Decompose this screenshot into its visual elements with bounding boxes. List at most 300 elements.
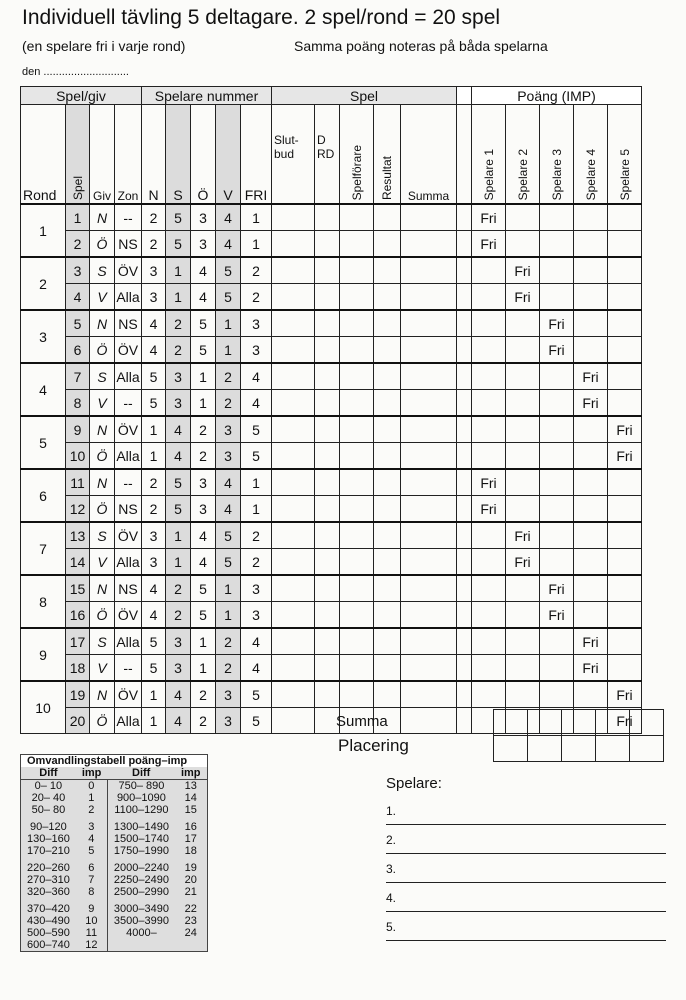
spelforare-cell[interactable] [340, 443, 374, 470]
spel-number: 7 [66, 363, 90, 390]
spelare-label: Spelare: [386, 775, 442, 792]
conv-diff: 600–740 [27, 939, 70, 951]
conv-diff: 270–310 [27, 874, 70, 886]
slutbud-cell[interactable] [272, 390, 315, 417]
player-score-cell[interactable] [506, 310, 540, 337]
round-number: 1 [21, 204, 66, 257]
zon-cell: NS [115, 231, 142, 258]
zon-cell: Alla [115, 284, 142, 311]
placering-cell[interactable] [494, 736, 528, 762]
resultat-cell[interactable] [374, 496, 401, 523]
player-score-cell[interactable] [506, 390, 540, 417]
free-label: Fri [506, 549, 540, 576]
conv-imp: 8 [76, 886, 108, 898]
spel-number: 11 [66, 469, 90, 496]
spelforare-cell[interactable] [340, 310, 374, 337]
player-score-cell[interactable] [506, 337, 540, 364]
s-player: 2 [166, 310, 191, 337]
table-row [21, 257, 642, 284]
v-player: 3 [216, 681, 241, 708]
player-score-cell[interactable] [472, 257, 506, 284]
summa-cell[interactable] [562, 710, 596, 736]
spelforare-cell[interactable] [340, 204, 374, 231]
player-score-cell[interactable] [574, 602, 608, 629]
player-score-cell[interactable] [574, 337, 608, 364]
col-fri: FRI [241, 105, 272, 205]
spelforare-cell[interactable] [340, 681, 374, 708]
o-player: 1 [191, 390, 216, 417]
player-score-cell[interactable] [608, 602, 642, 629]
table-row [21, 337, 642, 364]
player-score-cell[interactable] [472, 522, 506, 549]
drd-cell[interactable] [315, 337, 340, 364]
conv-imp: 6 [76, 857, 108, 874]
player-score-cell[interactable] [608, 204, 642, 231]
player-score-cell[interactable] [472, 628, 506, 655]
drd-cell[interactable] [315, 681, 340, 708]
drd-cell[interactable] [315, 363, 340, 390]
fri-player: 5 [241, 708, 272, 734]
slutbud-cell[interactable] [272, 231, 315, 258]
summa-cell[interactable] [528, 710, 562, 736]
giv-cell: N [90, 416, 115, 443]
o-player: 3 [191, 469, 216, 496]
col-v: V [216, 105, 241, 205]
v-player: 3 [216, 708, 241, 734]
conv-diff: 90–120 [30, 821, 67, 833]
spel-number: 13 [66, 522, 90, 549]
player-score-cell[interactable] [608, 628, 642, 655]
player-score-cell[interactable] [506, 575, 540, 602]
giv-cell: S [90, 522, 115, 549]
col-spelforare: Spelförare [340, 105, 374, 205]
fri-player: 5 [241, 416, 272, 443]
summa-cell[interactable] [401, 575, 457, 602]
slutbud-cell[interactable] [272, 549, 315, 576]
spelforare-cell[interactable] [340, 231, 374, 258]
spel-number: 15 [66, 575, 90, 602]
giv-cell: N [90, 469, 115, 496]
player-score-cell[interactable] [540, 284, 574, 311]
giv-cell: Ö [90, 443, 115, 470]
player-score-cell[interactable] [540, 496, 574, 523]
spelforare-cell[interactable] [340, 549, 374, 576]
slutbud-cell[interactable] [272, 575, 315, 602]
slutbud-cell[interactable] [272, 602, 315, 629]
player-score-cell[interactable] [472, 575, 506, 602]
summa-cell[interactable] [401, 549, 457, 576]
drd-cell[interactable] [315, 496, 340, 523]
conv-imp: 24 [184, 927, 197, 939]
conv-diff: 0– 10 [34, 780, 63, 792]
s-player: 4 [166, 708, 191, 734]
summa-cell[interactable] [401, 257, 457, 284]
free-label: Fri [506, 284, 540, 311]
summa-cell[interactable] [401, 310, 457, 337]
conv-imp [175, 939, 207, 952]
n-player: 4 [142, 310, 166, 337]
player-score-cell[interactable] [540, 681, 574, 708]
player-line-1[interactable]: 1. [386, 804, 666, 825]
o-player: 3 [191, 231, 216, 258]
player-score-cell[interactable] [574, 496, 608, 523]
player-score-cell[interactable] [472, 337, 506, 364]
player-score-cell[interactable] [574, 257, 608, 284]
player-score-cell[interactable] [574, 310, 608, 337]
conv-imp: 23 [184, 915, 197, 927]
player-score-cell[interactable] [608, 284, 642, 311]
v-player: 5 [216, 257, 241, 284]
spelforare-cell[interactable] [340, 602, 374, 629]
slutbud-cell[interactable] [272, 469, 315, 496]
separator [457, 549, 472, 576]
zon-cell: ÖV [115, 681, 142, 708]
s-player: 3 [166, 363, 191, 390]
summa-cell[interactable] [596, 710, 630, 736]
spelforare-cell[interactable] [340, 575, 374, 602]
summa-cell[interactable] [401, 469, 457, 496]
summa-cell[interactable] [401, 708, 457, 734]
conv-diff: 20– 40 [31, 792, 66, 804]
o-player: 1 [191, 655, 216, 682]
n-player: 1 [142, 681, 166, 708]
player-score-cell[interactable] [506, 602, 540, 629]
player-score-cell[interactable] [574, 681, 608, 708]
resultat-cell[interactable] [374, 257, 401, 284]
conversion-row [21, 915, 208, 927]
separator [457, 204, 472, 231]
player-score-cell[interactable] [506, 231, 540, 258]
resultat-cell[interactable] [374, 549, 401, 576]
player-score-cell[interactable] [540, 549, 574, 576]
separator [457, 87, 472, 105]
slutbud-cell[interactable] [272, 708, 315, 734]
giv-cell: N [90, 575, 115, 602]
conv-imp: 14 [184, 792, 197, 804]
player-score-cell[interactable] [540, 655, 574, 682]
summa-cell[interactable] [401, 443, 457, 470]
player-score-cell[interactable] [608, 337, 642, 364]
summa-cell[interactable] [401, 416, 457, 443]
spel-number: 19 [66, 681, 90, 708]
separator [457, 655, 472, 682]
conv-diff: 900–1090 [116, 792, 166, 804]
spelforare-cell[interactable] [340, 469, 374, 496]
drd-cell[interactable] [315, 284, 340, 311]
o-player: 4 [191, 284, 216, 311]
player-score-cell[interactable] [608, 363, 642, 390]
o-player: 2 [191, 708, 216, 734]
separator [457, 469, 472, 496]
player-line-5[interactable]: 5. [386, 920, 666, 941]
round-number: 4 [21, 363, 66, 416]
drd-cell[interactable] [315, 549, 340, 576]
resultat-cell[interactable] [374, 602, 401, 629]
slutbud-cell[interactable] [272, 284, 315, 311]
resultat-cell[interactable] [374, 575, 401, 602]
v-player: 4 [216, 496, 241, 523]
summa-cell[interactable] [630, 710, 664, 736]
note: Samma poäng noteras på båda spelarna [294, 38, 548, 54]
spelforare-cell[interactable] [340, 628, 374, 655]
spel-number: 20 [66, 708, 90, 734]
spel-number: 5 [66, 310, 90, 337]
player-score-cell[interactable] [608, 655, 642, 682]
player-score-cell[interactable] [608, 522, 642, 549]
player-score-cell[interactable] [574, 231, 608, 258]
spelforare-cell[interactable] [340, 363, 374, 390]
resultat-cell[interactable] [374, 363, 401, 390]
player-score-cell[interactable] [574, 575, 608, 602]
player-score-cell[interactable] [574, 204, 608, 231]
summa-cell[interactable] [401, 496, 457, 523]
spelforare-cell[interactable] [340, 284, 374, 311]
resultat-cell[interactable] [374, 390, 401, 417]
player-score-cell[interactable] [608, 310, 642, 337]
slutbud-cell[interactable] [272, 337, 315, 364]
slutbud-cell[interactable] [272, 310, 315, 337]
player-score-cell[interactable] [472, 549, 506, 576]
conv-imp: 18 [184, 845, 197, 857]
slutbud-cell[interactable] [272, 257, 315, 284]
free-label: Fri [472, 231, 506, 258]
drd-cell[interactable] [315, 231, 340, 258]
player-score-cell[interactable] [472, 390, 506, 417]
player-score-cell[interactable] [506, 655, 540, 682]
player-score-cell[interactable] [540, 443, 574, 470]
conv-imp: 21 [184, 886, 197, 898]
slutbud-cell[interactable] [272, 204, 315, 231]
giv-cell: S [90, 257, 115, 284]
summa-cell[interactable] [401, 363, 457, 390]
conv-imp: 3 [76, 816, 108, 833]
player-score-cell[interactable] [540, 257, 574, 284]
separator [457, 284, 472, 311]
zon-cell: Alla [115, 363, 142, 390]
conv-imp: 2 [76, 804, 108, 816]
drd-cell[interactable] [315, 443, 340, 470]
conversion-table [20, 754, 208, 952]
summa-cell[interactable] [494, 710, 528, 736]
drd-cell[interactable] [315, 575, 340, 602]
resultat-cell[interactable] [374, 231, 401, 258]
player-line-4[interactable]: 4. [386, 891, 666, 912]
player-score-cell[interactable] [608, 231, 642, 258]
spelforare-cell[interactable] [340, 522, 374, 549]
player-score-cell[interactable] [506, 628, 540, 655]
player-score-cell[interactable] [608, 496, 642, 523]
player-score-cell[interactable] [540, 469, 574, 496]
player-score-cell[interactable] [608, 575, 642, 602]
separator [457, 257, 472, 284]
summa-cell[interactable] [401, 390, 457, 417]
slutbud-cell[interactable] [272, 628, 315, 655]
zon-cell: NS [115, 496, 142, 523]
player-score-cell[interactable] [608, 469, 642, 496]
player-score-cell[interactable] [540, 522, 574, 549]
player-score-cell[interactable] [574, 549, 608, 576]
placering-cell[interactable] [562, 736, 596, 762]
summa-cell[interactable] [401, 602, 457, 629]
player-score-cell[interactable] [574, 443, 608, 470]
col-giv: Giv [90, 105, 115, 205]
spelforare-cell[interactable] [340, 257, 374, 284]
drd-cell[interactable] [315, 310, 340, 337]
slutbud-cell[interactable] [272, 522, 315, 549]
fri-player: 2 [241, 257, 272, 284]
summa-cell[interactable] [401, 204, 457, 231]
n-player: 1 [142, 443, 166, 470]
drd-cell[interactable] [315, 469, 340, 496]
v-player: 1 [216, 310, 241, 337]
conversion-row [21, 816, 208, 833]
drd-cell[interactable] [315, 390, 340, 417]
giv-cell: N [90, 204, 115, 231]
player-score-cell[interactable] [540, 628, 574, 655]
col-player-1: Spelare 1 [472, 105, 506, 205]
player-score-cell[interactable] [506, 443, 540, 470]
s-player: 2 [166, 337, 191, 364]
spel-number: 1 [66, 204, 90, 231]
summa-cell[interactable] [401, 655, 457, 682]
placering-cell[interactable] [528, 736, 562, 762]
player-score-cell[interactable] [506, 363, 540, 390]
drd-cell[interactable] [315, 204, 340, 231]
slutbud-cell[interactable] [272, 443, 315, 470]
player-score-cell[interactable] [506, 496, 540, 523]
spelforare-cell[interactable] [340, 416, 374, 443]
summa-cell[interactable] [401, 284, 457, 311]
conversion-row [21, 833, 208, 845]
spelforare-cell[interactable] [340, 496, 374, 523]
drd-cell[interactable] [315, 628, 340, 655]
resultat-cell[interactable] [374, 469, 401, 496]
giv-cell: V [90, 390, 115, 417]
o-player: 4 [191, 522, 216, 549]
summa-cell[interactable] [401, 628, 457, 655]
player-score-cell[interactable] [472, 602, 506, 629]
summa-cell[interactable] [401, 337, 457, 364]
placering-cell[interactable] [630, 736, 664, 762]
player-line-2[interactable]: 2. [386, 833, 666, 854]
free-label: Fri [608, 443, 642, 470]
player-score-cell[interactable] [574, 416, 608, 443]
resultat-cell[interactable] [374, 522, 401, 549]
player-score-cell[interactable] [472, 363, 506, 390]
player-score-cell[interactable] [506, 204, 540, 231]
player-score-cell[interactable] [608, 390, 642, 417]
drd-cell[interactable] [315, 655, 340, 682]
player-score-cell[interactable] [506, 469, 540, 496]
fri-player: 1 [241, 496, 272, 523]
resultat-cell[interactable] [374, 628, 401, 655]
zon-cell: Alla [115, 708, 142, 734]
giv-cell: Ö [90, 231, 115, 258]
header-spelare-nummer: Spelare nummer [142, 87, 272, 105]
placering-label: Placering [338, 736, 409, 755]
player-score-cell[interactable] [472, 416, 506, 443]
player-score-cell[interactable] [608, 549, 642, 576]
conversion-row [21, 857, 208, 874]
conv-imp: 13 [184, 780, 197, 792]
player-score-cell[interactable] [472, 443, 506, 470]
conv-imp: 4 [76, 833, 108, 845]
slutbud-cell[interactable] [272, 363, 315, 390]
player-score-cell[interactable] [506, 416, 540, 443]
player-score-cell[interactable] [540, 231, 574, 258]
placering-cell[interactable] [596, 736, 630, 762]
resultat-cell[interactable] [374, 443, 401, 470]
player-score-cell[interactable] [472, 284, 506, 311]
separator [457, 416, 472, 443]
player-score-cell[interactable] [506, 681, 540, 708]
separator [457, 363, 472, 390]
resultat-cell[interactable] [374, 284, 401, 311]
spel-number: 4 [66, 284, 90, 311]
s-player: 3 [166, 655, 191, 682]
spelforare-cell[interactable] [340, 655, 374, 682]
table-row [21, 602, 642, 629]
player-score-cell[interactable] [574, 522, 608, 549]
slutbud-cell[interactable] [272, 416, 315, 443]
player-score-cell[interactable] [540, 363, 574, 390]
summa-cell[interactable] [401, 522, 457, 549]
resultat-cell[interactable] [374, 337, 401, 364]
spelforare-cell[interactable] [340, 390, 374, 417]
drd-cell[interactable] [315, 522, 340, 549]
separator [457, 390, 472, 417]
resultat-cell[interactable] [374, 416, 401, 443]
fri-player: 3 [241, 310, 272, 337]
resultat-cell[interactable] [374, 204, 401, 231]
slutbud-cell[interactable] [272, 496, 315, 523]
player-score-cell[interactable] [540, 390, 574, 417]
col-s: S [166, 105, 191, 205]
slutbud-cell[interactable] [272, 655, 315, 682]
player-score-cell[interactable] [540, 416, 574, 443]
resultat-cell[interactable] [374, 681, 401, 708]
drd-cell[interactable] [315, 416, 340, 443]
conv-imp: 15 [184, 804, 197, 816]
spelforare-cell[interactable] [340, 337, 374, 364]
n-player: 3 [142, 522, 166, 549]
page-title: Individuell tävling 5 deltagare. 2 spel/rond = 20 spel [22, 6, 501, 29]
player-score-cell[interactable] [574, 284, 608, 311]
giv-cell: N [90, 310, 115, 337]
conv-imp: 5 [76, 845, 108, 857]
resultat-cell[interactable] [374, 655, 401, 682]
player-score-cell[interactable] [472, 655, 506, 682]
col-rond: Rond [21, 105, 66, 205]
player-score-cell[interactable] [608, 257, 642, 284]
resultat-cell[interactable] [374, 310, 401, 337]
col-o: Ö [191, 105, 216, 205]
spel-number: 14 [66, 549, 90, 576]
summa-cell[interactable] [401, 231, 457, 258]
fri-player: 3 [241, 575, 272, 602]
player-score-cell[interactable] [540, 204, 574, 231]
giv-cell: S [90, 628, 115, 655]
summa-cell[interactable] [401, 681, 457, 708]
slutbud-cell[interactable] [272, 681, 315, 708]
drd-cell[interactable] [315, 257, 340, 284]
date-field[interactable]: den ............................ [22, 66, 129, 78]
player-score-cell[interactable] [574, 469, 608, 496]
drd-cell[interactable] [315, 602, 340, 629]
player-score-cell[interactable] [472, 310, 506, 337]
player-score-cell[interactable] [472, 681, 506, 708]
player-line-3[interactable]: 3. [386, 862, 666, 883]
